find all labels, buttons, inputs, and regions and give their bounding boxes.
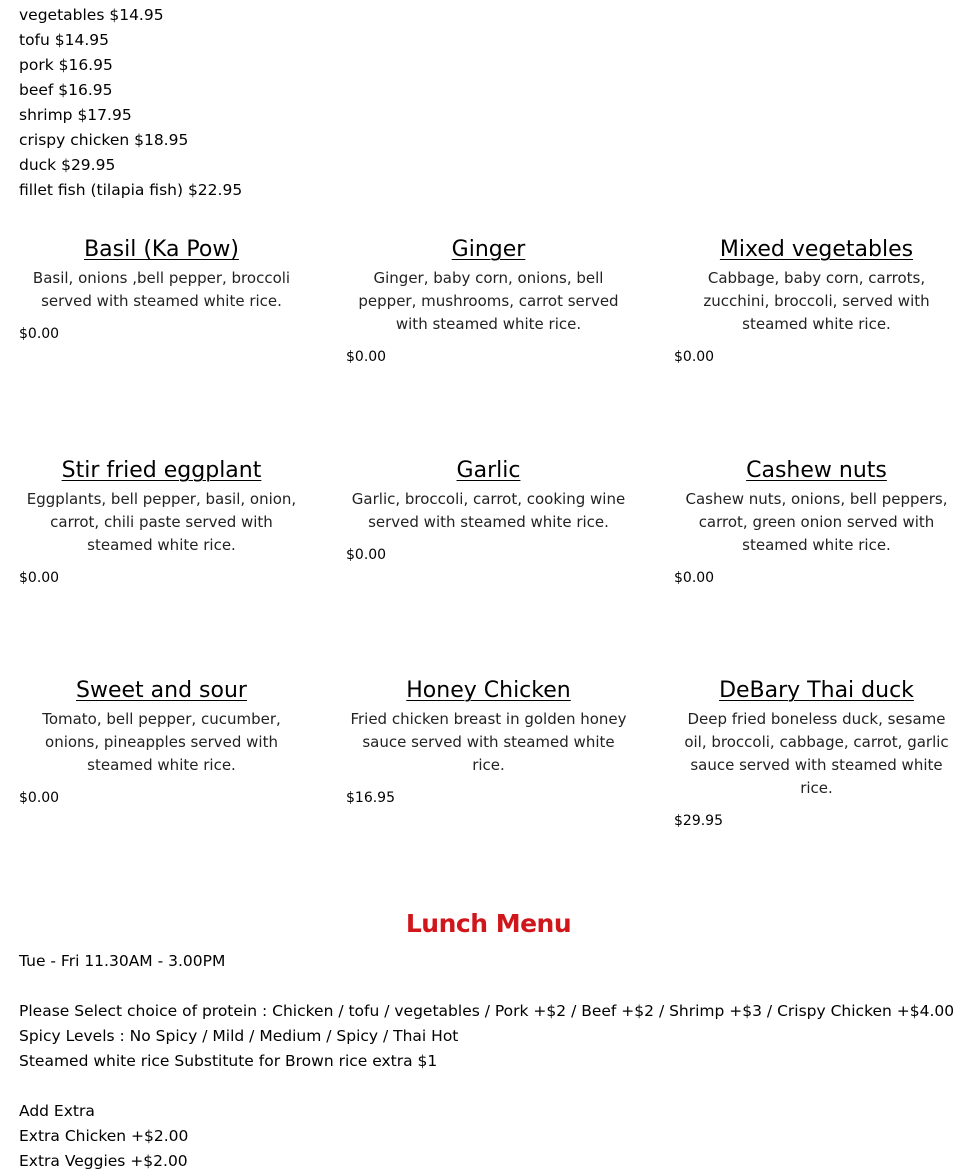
dish-price: $0.00: [19, 790, 60, 806]
menu-item-ginger: [346, 235, 631, 366]
menu-item-mixed-vegetables: [674, 235, 959, 366]
dish-title[interactable]: Stir fried eggplant: [61, 458, 262, 483]
dish-description: Deep fried boneless duck, sesame oil, broccoli, cabbage, carrot, garlic sauce served with steamed white rice.: [684, 710, 949, 797]
dish-title[interactable]: Honey Chicken: [406, 678, 571, 703]
menu-item-honey-chicken: [346, 676, 631, 807]
dish-description: Garlic, broccoli, carrot, cooking wine served with steamed white rice.: [351, 490, 626, 531]
dish-price: $0.00: [346, 547, 387, 563]
dish-title[interactable]: Garlic: [456, 458, 521, 483]
dish-price: $0.00: [674, 349, 715, 365]
dish-description: Fried chicken breast in golden honey sauce served with steamed white rice.: [350, 710, 627, 774]
protein-price-item: crispy chicken $18.95: [19, 131, 189, 149]
dish-description: Ginger, baby corn, onions, bell pepper, mushrooms, carrot served with steamed white rice.: [358, 269, 619, 333]
protein-price-item: tofu $14.95: [19, 31, 110, 49]
add-extra-label: Add Extra: [19, 1102, 95, 1120]
spacer: [19, 974, 954, 999]
dish-title[interactable]: Basil (Ka Pow): [84, 237, 239, 262]
protein-price-item: shrimp $17.95: [19, 106, 132, 124]
spacer: [19, 1074, 954, 1099]
protein-price-item: vegetables $14.95: [19, 6, 164, 24]
extra-item: Extra Chicken +$2.00: [19, 1127, 189, 1145]
menu-item-stir-fried-eggplant: [19, 456, 304, 587]
menu-item-debary-thai-duck: [674, 676, 959, 830]
dish-title[interactable]: DeBary Thai duck: [719, 678, 914, 703]
dish-description: Eggplants, bell pepper, basil, onion, carrot, chili paste served with steamed white rice.: [26, 490, 297, 554]
dish-price: $16.95: [346, 790, 395, 806]
extra-item: Extra Veggies +$2.00: [19, 1152, 188, 1170]
protein-price-item: beef $16.95: [19, 81, 113, 99]
protein-price-item: duck $29.95: [19, 156, 116, 174]
dish-price: $29.95: [674, 813, 723, 829]
dish-description: Tomato, bell pepper, cucumber, onions, pineapples served with steamed white rice.: [42, 710, 281, 774]
lunch-hours: Tue - Fri 11.30AM - 3.00PM: [19, 952, 226, 970]
spicy-levels-note: Spicy Levels : No Spicy / Mild / Medium / Spicy / Thai Hot: [19, 1027, 459, 1045]
dish-price: $0.00: [674, 570, 715, 586]
dish-title[interactable]: Mixed vegetables: [719, 237, 914, 262]
lunch-info: [19, 949, 954, 1174]
dish-title[interactable]: Ginger: [451, 237, 526, 262]
menu-item-cashew-nuts: [674, 456, 959, 587]
menu-item-basil: [19, 235, 304, 343]
dish-price: $0.00: [346, 349, 387, 365]
dish-price: $0.00: [19, 326, 60, 342]
dish-description: Cashew nuts, onions, bell peppers, carrot, green onion served with steamed white rice.: [685, 490, 948, 554]
protein-choice-note: Please Select choice of protein : Chicken / tofu / vegetables / Pork +$2 / Beef +$2 / Shrimp +$3 / Crispy Chicken +$4.00: [19, 1002, 955, 1020]
lunch-menu-heading: Lunch Menu: [405, 909, 572, 938]
menu-item-garlic: [346, 456, 631, 564]
dish-description: Basil, onions ,bell pepper, broccoli served with steamed white rice.: [32, 269, 291, 310]
dish-title[interactable]: Cashew nuts: [746, 458, 887, 483]
menu-item-sweet-and-sour: [19, 676, 304, 807]
rice-substitute-note: Steamed white rice Substitute for Brown rice extra $1: [19, 1052, 438, 1070]
dish-price: $0.00: [19, 570, 60, 586]
dish-description: Cabbage, baby corn, carrots, zucchini, broccoli, served with steamed white rice.: [703, 269, 930, 333]
protein-price-item: pork $16.95: [19, 56, 113, 74]
protein-price-item: fillet fish (tilapia fish) $22.95: [19, 181, 243, 199]
dish-title[interactable]: Sweet and sour: [76, 678, 247, 703]
protein-price-list: [19, 3, 242, 203]
